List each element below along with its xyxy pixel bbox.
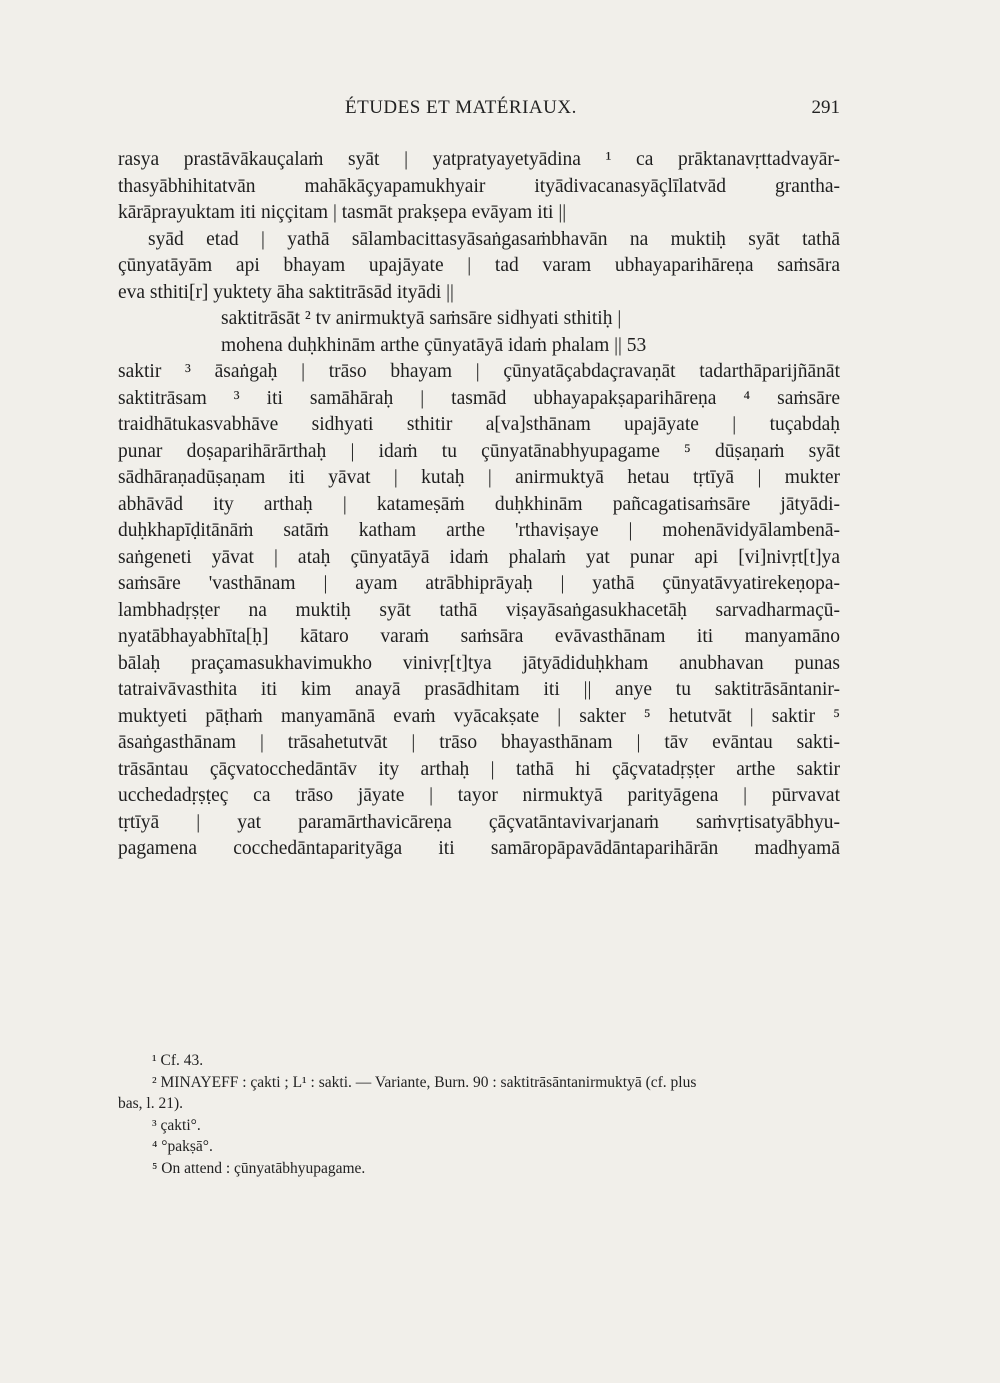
text-line: trāsāntau çāçvatocchedāntāv ity arthaḥ | tathā hi çāçvatadṛṣṭer arthe saktir [118, 758, 840, 780]
text-line: saktir ³ āsaṅgaḥ | trāso bhayam | çūnyatāçabdaçravaṇāt tadarthāparijñānāt [118, 361, 840, 382]
text-line: nyatābhayabhīta[ḥ] kātaro varaṁ saṁsāra evāvasthānam iti manyamāno [118, 626, 840, 647]
footnote-continuation: bas, l. 21). [118, 1095, 184, 1112]
text-line: ucchedadṛṣṭeç ca trāso jāyate | tayor nirmuktyā parityāgena | pūrvavat [118, 785, 840, 806]
footnote: ⁴ °pakṣā°. [152, 1138, 213, 1155]
footnote: ⁵ On attend : çūnyatābhyupagame. [152, 1159, 366, 1177]
text-line: muktyeti pāṭhaṁ manyamānā evaṁ vyācakṣate | sakter ⁵ hetutvāt | saktir ⁵ [118, 705, 840, 727]
text-line: duḥkhapīḍitānāṁ satāṁ katham arthe 'rthaviṣaye | mohenāvidyālambenā- [118, 520, 840, 541]
text-line: saṅgeneti yāvat | ataḥ çūnyatāyā idaṁ phalaṁ yat punar api [vi]nivṛt[t]ya [118, 546, 840, 568]
running-title: ÉTUDES ET MATÉRIAUX. [345, 97, 577, 118]
text-line: sādhāraṇadūṣaṇam iti yāvat | kutaḥ | anirmuktyā hetau tṛtīyā | mukter [118, 467, 840, 488]
text-line: lambhadṛṣṭer na muktiḥ syāt tathā viṣayāsaṅgasukhacetāḥ sarvadharmaçū- [118, 599, 840, 621]
main-text [118, 147, 840, 863]
text-line: syād etad | yathā sālambacittasyāsaṅgasaṁbhavān na muktiḥ syāt tathā [148, 228, 840, 250]
page-header [120, 97, 840, 127]
text-line: kārāprayuktam iti niççitam | tasmāt prakṣepa evāyam iti || [118, 202, 567, 223]
text-line: eva sthiti[r] yuktety āha saktitrāsād ityādi || [118, 281, 454, 303]
text-line: pagamena cocchedāntaparityāga iti samāropāpavādāntaparihārān madhyamā [118, 838, 840, 859]
text-line: rasya prastāvākauçalaṁ syāt | yatpratyayetyādina ¹ ca prāktanavṛttadvayār- [118, 149, 840, 170]
text-line: thasyābhihitatvān mahākāçyapamukhyair ityādivacanasyāçlīlatvād grantha- [118, 175, 840, 197]
text-line: tatraivāvasthita iti kim anayā prasādhitam iti || anye tu saktitrāsāntanir- [118, 679, 840, 700]
text-line: abhāvād ity arthaḥ | katameṣāṁ duḥkhinām pañcagatisaṁsāre jātyādi- [118, 493, 840, 515]
footnote: ³ çakti°. [152, 1116, 201, 1134]
verse-line: mohena duḥkhinām arthe çūnyatāyā idaṁ phalam || 53 [221, 334, 647, 356]
text-line: bālaḥ praçamasukhavimukho vinivṛ[t]tya jātyādiduḥkham anubhavan punas [118, 652, 840, 674]
text-line: punar doṣaparihārārthaḥ | idaṁ tu çūnyatānabhyupagame ⁵ dūṣaṇaṁ syāt [118, 440, 840, 462]
text-line: āsaṅgasthānam | trāsahetutvāt | trāso bhayasthānam | tāv evāntau sakti- [118, 732, 840, 753]
text-line: çūnyatāyām api bhayam upajāyate | tad varam ubhayaparihāreṇa saṁsāra [118, 255, 840, 276]
footnotes [118, 1050, 842, 1179]
text-line: traidhātukasvabhāve sidhyati sthitir a[va]sthānam upajāyate | tuçabdaḥ [118, 414, 840, 435]
text-line: saktitrāsam ³ iti samāhāraḥ | tasmād ubhayapakṣaparihāreṇa ⁴ saṁsāre [118, 387, 840, 409]
verse-line: saktitrāsāt ² tv anirmuktyā saṁsāre sidhyati sthitiḥ | [221, 308, 622, 329]
footnote: ² MINAYEFF : çakti ; L¹ : sakti. — Variante, Burn. 90 : saktitrāsāntanirmuktyā (cf. plus [152, 1073, 697, 1091]
footnote: ¹ Cf. 43. [152, 1052, 204, 1069]
text-line: saṁsāre 'vasthānam | ayam atrābhiprāyaḥ | yathā çūnyatāvyatirekeṇopa- [118, 573, 840, 594]
page-number: 291 [811, 97, 840, 118]
text-line: tṛtīyā | yat paramārthavicāreṇa çāçvatāntavivarjanaṁ saṁvṛtisatyābhyu- [118, 811, 840, 833]
